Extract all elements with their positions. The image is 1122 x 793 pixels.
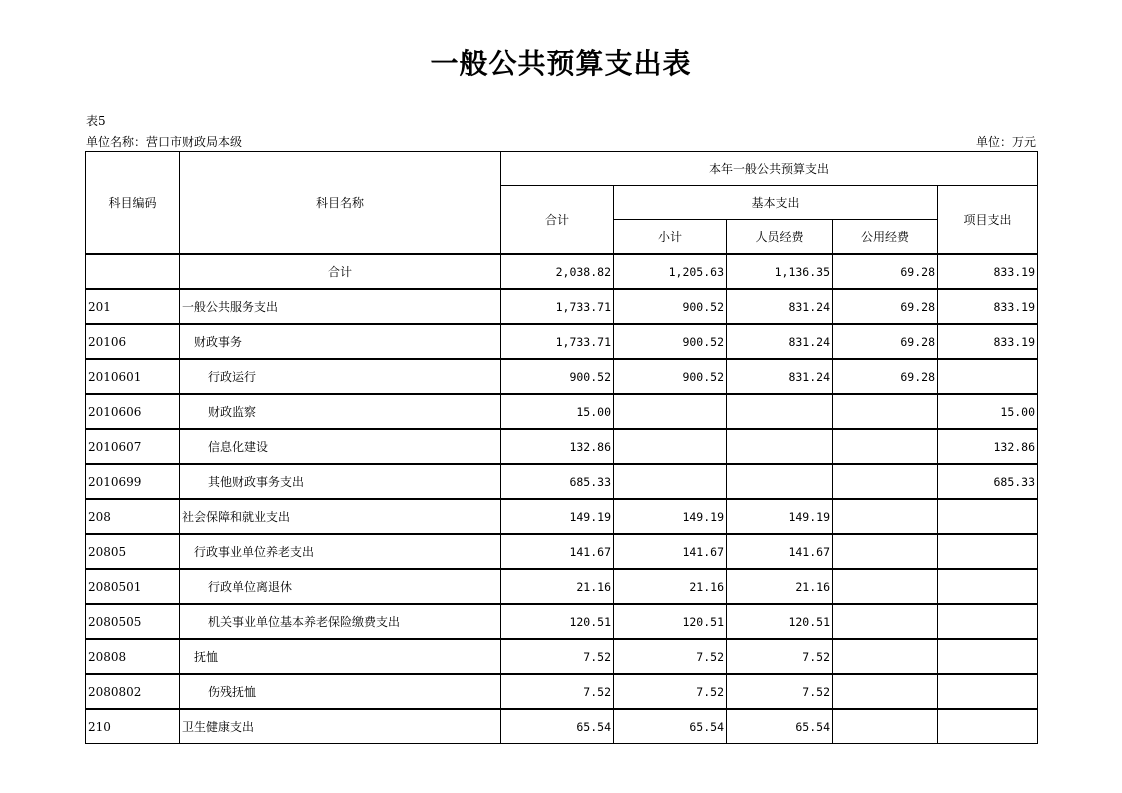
subject-code: 2010607 <box>86 429 180 464</box>
amount-public <box>833 394 938 429</box>
amount-project: 15.00 <box>938 394 1038 429</box>
amount-public <box>833 674 938 709</box>
amount-total: 21.16 <box>501 569 614 604</box>
subject-name: 财政监察 <box>180 394 501 429</box>
amount-personnel: 120.51 <box>727 604 833 639</box>
amount-public <box>833 464 938 499</box>
amount-subtotal: 149.19 <box>614 499 727 534</box>
amount-public <box>833 709 938 744</box>
subject-name: 社会保障和就业支出 <box>180 499 501 534</box>
amount-project <box>938 639 1038 674</box>
subject-name: 行政事业单位养老支出 <box>180 534 501 569</box>
amount-subtotal: 141.67 <box>614 534 727 569</box>
table-row <box>86 394 1038 429</box>
subject-code: 2080501 <box>86 569 180 604</box>
amount-subtotal <box>614 464 727 499</box>
total-personnel: 1,136.35 <box>727 254 833 289</box>
subject-code: 2080802 <box>86 674 180 709</box>
amount-total: 1,733.71 <box>501 289 614 324</box>
subject-name: 信息化建设 <box>180 429 501 464</box>
amount-project <box>938 709 1038 744</box>
amount-project <box>938 359 1038 394</box>
header-personnel: 人员经费 <box>727 220 833 255</box>
amount-personnel: 149.19 <box>727 499 833 534</box>
amount-project: 833.19 <box>938 324 1038 359</box>
unit-name: 单位名称：营口市财政局本级 <box>86 135 243 149</box>
amount-subtotal: 120.51 <box>614 604 727 639</box>
amount-public <box>833 534 938 569</box>
subject-name: 抚恤 <box>180 639 501 674</box>
total-project: 833.19 <box>938 254 1038 289</box>
amount-public <box>833 429 938 464</box>
amount-public: 69.28 <box>833 289 938 324</box>
page-title: 一般公共预算支出表 <box>430 47 692 80</box>
amount-project <box>938 499 1038 534</box>
amount-personnel: 7.52 <box>727 639 833 674</box>
amount-project <box>938 604 1038 639</box>
table-row <box>86 639 1038 674</box>
amount-personnel: 831.24 <box>727 324 833 359</box>
amount-total: 65.54 <box>501 709 614 744</box>
amount-subtotal: 900.52 <box>614 289 727 324</box>
amount-personnel <box>727 394 833 429</box>
amount-personnel <box>727 429 833 464</box>
amount-subtotal: 65.54 <box>614 709 727 744</box>
table-row <box>86 359 1038 394</box>
subject-name: 行政运行 <box>180 359 501 394</box>
subject-name: 财政事务 <box>180 324 501 359</box>
header-subtotal: 小计 <box>614 220 727 255</box>
total-code <box>86 254 180 289</box>
header-basic: 基本支出 <box>614 186 938 220</box>
amount-total: 15.00 <box>501 394 614 429</box>
subject-code: 2010601 <box>86 359 180 394</box>
amount-total: 1,733.71 <box>501 324 614 359</box>
subject-code: 210 <box>86 709 180 744</box>
header-group: 本年一般公共预算支出 <box>501 152 1038 186</box>
table-row <box>86 464 1038 499</box>
amount-public <box>833 639 938 674</box>
amount-total: 685.33 <box>501 464 614 499</box>
subject-name: 一般公共服务支出 <box>180 289 501 324</box>
subject-code: 201 <box>86 289 180 324</box>
amount-subtotal: 900.52 <box>614 359 727 394</box>
subject-code: 2080505 <box>86 604 180 639</box>
table-row <box>86 569 1038 604</box>
amount-personnel: 21.16 <box>727 569 833 604</box>
amount-project: 685.33 <box>938 464 1038 499</box>
amount-personnel <box>727 464 833 499</box>
header-code: 科目编码 <box>86 152 180 255</box>
subject-code: 2010606 <box>86 394 180 429</box>
subject-name: 伤残抚恤 <box>180 674 501 709</box>
total-label: 合计 <box>180 254 501 289</box>
amount-subtotal: 21.16 <box>614 569 727 604</box>
amount-subtotal <box>614 394 727 429</box>
table-row <box>86 674 1038 709</box>
table-row <box>86 324 1038 359</box>
amount-personnel: 65.54 <box>727 709 833 744</box>
subject-code: 20805 <box>86 534 180 569</box>
amount-project: 132.86 <box>938 429 1038 464</box>
subject-code: 2010699 <box>86 464 180 499</box>
amount-subtotal <box>614 429 727 464</box>
table-row <box>86 499 1038 534</box>
total-row <box>86 254 1038 289</box>
amount-public <box>833 499 938 534</box>
amount-project <box>938 534 1038 569</box>
subject-code: 20808 <box>86 639 180 674</box>
budget-table <box>85 151 1038 744</box>
total-total: 2,038.82 <box>501 254 614 289</box>
total-subtotal: 1,205.63 <box>614 254 727 289</box>
amount-total: 141.67 <box>501 534 614 569</box>
amount-personnel: 831.24 <box>727 289 833 324</box>
table-number: 表5 <box>86 114 106 128</box>
subject-name: 其他财政事务支出 <box>180 464 501 499</box>
amount-public: 69.28 <box>833 359 938 394</box>
amount-personnel: 7.52 <box>727 674 833 709</box>
amount-personnel: 831.24 <box>727 359 833 394</box>
header-public: 公用经费 <box>833 220 938 255</box>
amount-total: 7.52 <box>501 639 614 674</box>
amount-total: 132.86 <box>501 429 614 464</box>
amount-public: 69.28 <box>833 324 938 359</box>
header-project: 项目支出 <box>938 186 1038 255</box>
subject-code: 208 <box>86 499 180 534</box>
amount-project: 833.19 <box>938 289 1038 324</box>
amount-subtotal: 900.52 <box>614 324 727 359</box>
amount-total: 900.52 <box>501 359 614 394</box>
subject-name: 行政单位离退休 <box>180 569 501 604</box>
table-row <box>86 534 1038 569</box>
header-name: 科目名称 <box>180 152 501 255</box>
table-row <box>86 289 1038 324</box>
unit-label: 单位：万元 <box>975 135 1036 149</box>
subject-name: 卫生健康支出 <box>180 709 501 744</box>
amount-total: 120.51 <box>501 604 614 639</box>
total-public: 69.28 <box>833 254 938 289</box>
amount-subtotal: 7.52 <box>614 639 727 674</box>
amount-subtotal: 7.52 <box>614 674 727 709</box>
amount-total: 7.52 <box>501 674 614 709</box>
amount-project <box>938 569 1038 604</box>
amount-total: 149.19 <box>501 499 614 534</box>
table-row <box>86 709 1038 744</box>
amount-personnel: 141.67 <box>727 534 833 569</box>
subject-code: 20106 <box>86 324 180 359</box>
amount-project <box>938 674 1038 709</box>
amount-public <box>833 604 938 639</box>
amount-public <box>833 569 938 604</box>
table-row <box>86 604 1038 639</box>
table-row <box>86 429 1038 464</box>
subject-name: 机关事业单位基本养老保险缴费支出 <box>180 604 501 639</box>
header-total: 合计 <box>501 186 614 255</box>
